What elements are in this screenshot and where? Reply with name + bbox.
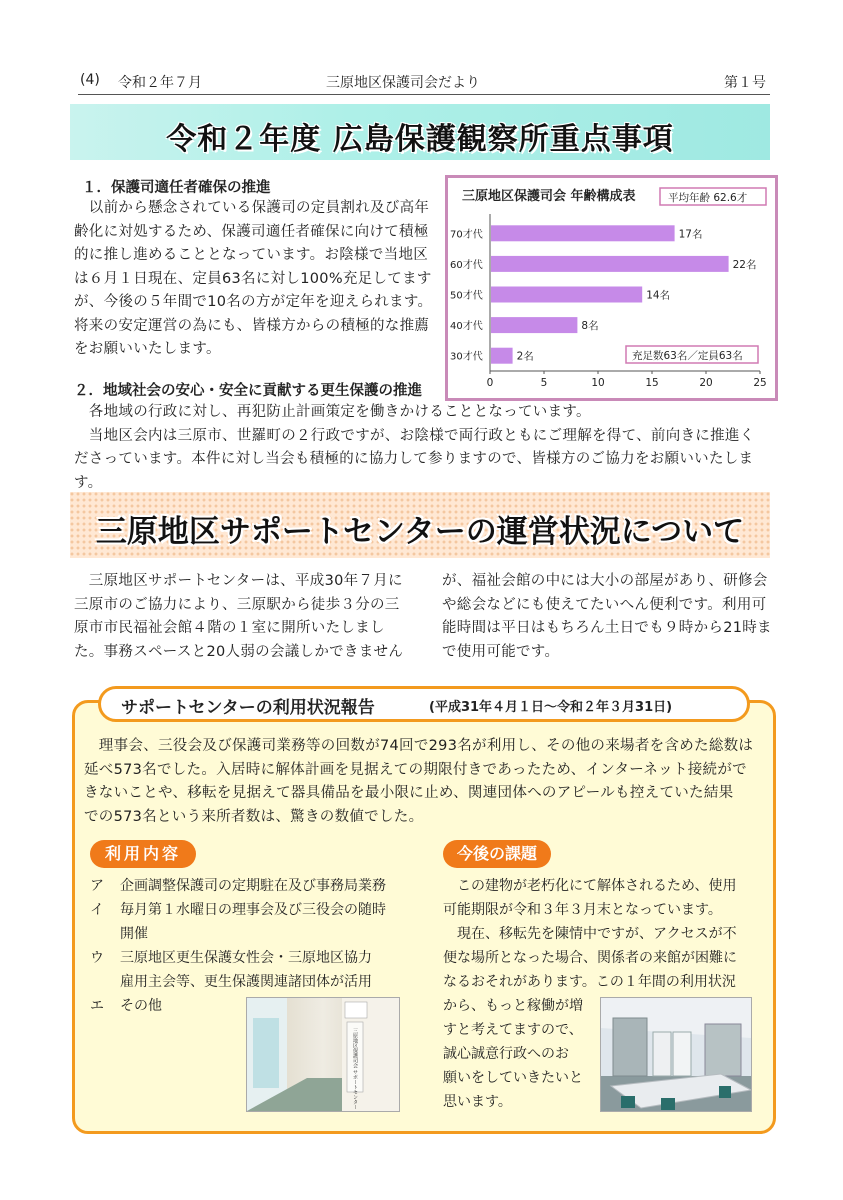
item2-line: ださっています。本件に対し当会も積極的に協力して参りますので、皆様方のご協力をお願いいたします。 (74, 451, 754, 491)
section2-left-line: 原市市民福祉会館４階の１室に開所いたしまし (74, 620, 385, 636)
usage-item-text: 開催 (120, 926, 148, 942)
item1-line: 的に推し進めることとなっています。お陰様で当地区 (74, 247, 429, 263)
page-number: (4) (80, 72, 100, 88)
usage-item-mark: ウ (90, 950, 104, 966)
usage-item-text: 雇用主会等、更生保護関連諸団体が活用 (120, 974, 372, 990)
chart-bar (491, 287, 642, 303)
section2-title: 三原地区サポートセンターの運営状況について (95, 514, 745, 550)
item1-line: 将来の安定運営の為にも、皆様方からの積極的な推薦 (74, 317, 430, 334)
chart-x-tick-label: 0 (486, 377, 494, 389)
usage-item (90, 970, 430, 994)
chart-bar (491, 348, 513, 364)
report-period: (平成31年４月１日～令和２年３月31日) (429, 700, 673, 715)
chart-title: 三原地区保護司会 年齢構成表 (462, 189, 636, 204)
issue-number: 第１号 (724, 75, 766, 91)
chart-category-label: 70才代 (450, 229, 483, 241)
future-label: 今後の課題 (443, 840, 551, 868)
section2-left-line: 三原市のご協力により、三原駅から徒歩３分の三 (74, 596, 400, 613)
future-line: 便な場所となった場合、関係者の来館が困難に (443, 950, 737, 966)
future-line: 可能期限が令和３年３月末となっています。 (443, 902, 722, 918)
chart-x-tick-label: 10 (591, 377, 605, 389)
future-short-line: 思います。 (443, 1094, 512, 1110)
future-line: この建物が老朽化にて解体されるため、使用 (443, 878, 737, 894)
chart-x-tick-label: 20 (699, 377, 713, 389)
usage-item (90, 946, 430, 970)
usage-item (90, 922, 430, 946)
chart-x-tick-label: 15 (645, 377, 659, 389)
future-line: なるおそれがあります。この１年間の利用状況 (443, 974, 736, 990)
future-short-line: から、もっと稼働が増 (443, 998, 583, 1014)
item1-heading: １．保護司適任者確保の推進 (82, 180, 271, 196)
usage-item-mark: イ (90, 902, 104, 918)
issue-date: 令和２年７月 (118, 75, 202, 91)
chart-bar (491, 317, 577, 333)
section2-right-line: 能時間は平日はもちろん土日でも９時から21時ま (442, 620, 772, 636)
newsletter-title: 三原地区保護司会だより (326, 75, 480, 91)
section2-right-line: や総会などにも使えてたいへん便利です。利用可 (442, 596, 767, 613)
item2-line: 当地区会内は三原市、世羅町の２行政ですが、お陰様で両行政ともにご理解を得て、前向きに推進く (74, 427, 755, 444)
page-header (78, 68, 770, 95)
section2-right-line: で使用可能です。 (442, 643, 560, 660)
report-body-line: 理事会、三役会及び保護司業務等の回数が74回で293名が利用し、その他の来場者を含めた総数は (84, 738, 754, 754)
item1-line: をお願いいたします。 (74, 341, 221, 357)
chart-bar (491, 225, 675, 241)
chart-x-tick-label: 25 (753, 377, 767, 389)
chart-value-label: 2名 (516, 350, 534, 363)
center-entrance-photo (246, 997, 400, 1112)
section2-left-column (74, 570, 424, 664)
chart-value-label: 8名 (581, 320, 599, 333)
future-short-line: すと考えてますので、 (443, 1022, 583, 1038)
usage-item-text: 企画調整保護司の定期駐在及び事務局業務 (120, 878, 386, 894)
usage-item-text: 毎月第１水曜日の理事会及び三役会の随時 (120, 902, 386, 918)
chart-value-label: 17名 (678, 228, 703, 241)
section2-right-line: が、福祉会館の中には大小の部屋があり、研修会 (442, 573, 768, 589)
report-title: サポートセンターの利用状況報告 (121, 698, 375, 718)
section2-left-line: た。事務スペースと20人弱の会議しかできません (74, 643, 404, 660)
usage-item-mark: ア (90, 878, 104, 894)
usage-item (90, 898, 430, 922)
future-body-continued (443, 994, 603, 1114)
item2-body (74, 401, 774, 495)
usage-item (90, 874, 430, 898)
usage-item-mark: エ (90, 998, 104, 1014)
chart-category-label: 50才代 (450, 290, 483, 302)
usage-item-text: 三原地区更生保護女性会・三原地区協力 (120, 950, 372, 966)
section2-right-column (442, 570, 782, 664)
chart-bar (491, 256, 729, 272)
chart-category-label: 30才代 (450, 351, 483, 363)
age-chart (445, 175, 778, 401)
report-title-badge (98, 686, 750, 722)
item1-line: 以前から懸念されている保護司の定員割れ及び高年 (74, 200, 430, 216)
photo-sign-text: 三原地区保護司会 サポートセンター (352, 1028, 358, 1110)
future-short-line: 誠心誠意行政へのお (443, 1046, 569, 1062)
section2-title-bar (70, 492, 770, 558)
future-line: 現在、移転先を陳情中ですが、アクセスが不 (443, 926, 737, 942)
section1-title-bar (70, 104, 770, 160)
future-short-line: 願いをしていきたいと (443, 1070, 583, 1086)
report-body-line: きないことや、移転を見据えて器具備品を最小限に止め、関連団体へのアピールも控えていた結果 (84, 785, 734, 801)
future-body (443, 874, 763, 994)
item1-line: は６月１日現在、定員63名に対し100%充足してます (74, 270, 432, 287)
report-body (84, 735, 774, 829)
chart-category-label: 40才代 (450, 321, 483, 333)
chart-value-label: 14名 (646, 289, 671, 302)
section1-title: 令和２年度 広島保護観察所重点事項 (166, 122, 674, 157)
age-chart-svg (448, 178, 775, 398)
item2-line: 各地域の行政に対し、再犯防止計画策定を働きかけることとなっています。 (74, 404, 591, 420)
chart-value-label: 22名 (732, 258, 757, 271)
report-body-line: での573名という来所者数は、驚きの数値でした。 (84, 808, 424, 825)
usage-item-text: その他 (120, 998, 162, 1014)
chart-note: 充足数63名／定員63名 (632, 350, 743, 362)
chart-category-label: 60才代 (450, 259, 483, 271)
chart-x-tick-label: 5 (540, 377, 548, 389)
section2-left-line: 三原地区サポートセンターは、平成30年７月に (74, 573, 403, 589)
chart-badge: 平均年齢 62.6才 (668, 192, 748, 204)
item2-heading: ２．地域社会の安心・安全に貢献する更生保護の推進 (74, 383, 422, 399)
usage-label: 利用内容 (90, 840, 196, 868)
item1-line: 齢化に対処するため、保護司適任者確保に向けて積極 (74, 223, 429, 240)
item1-body (74, 197, 444, 362)
report-body-line: 延べ573名でした。入居時に解体計画を見据えての期限付きであったため、インターネット接続がで (84, 761, 747, 778)
item1-line: が、今後の５年間で10名の方が定年を迎えられます。 (74, 294, 433, 310)
meeting-room-photo (600, 997, 752, 1112)
